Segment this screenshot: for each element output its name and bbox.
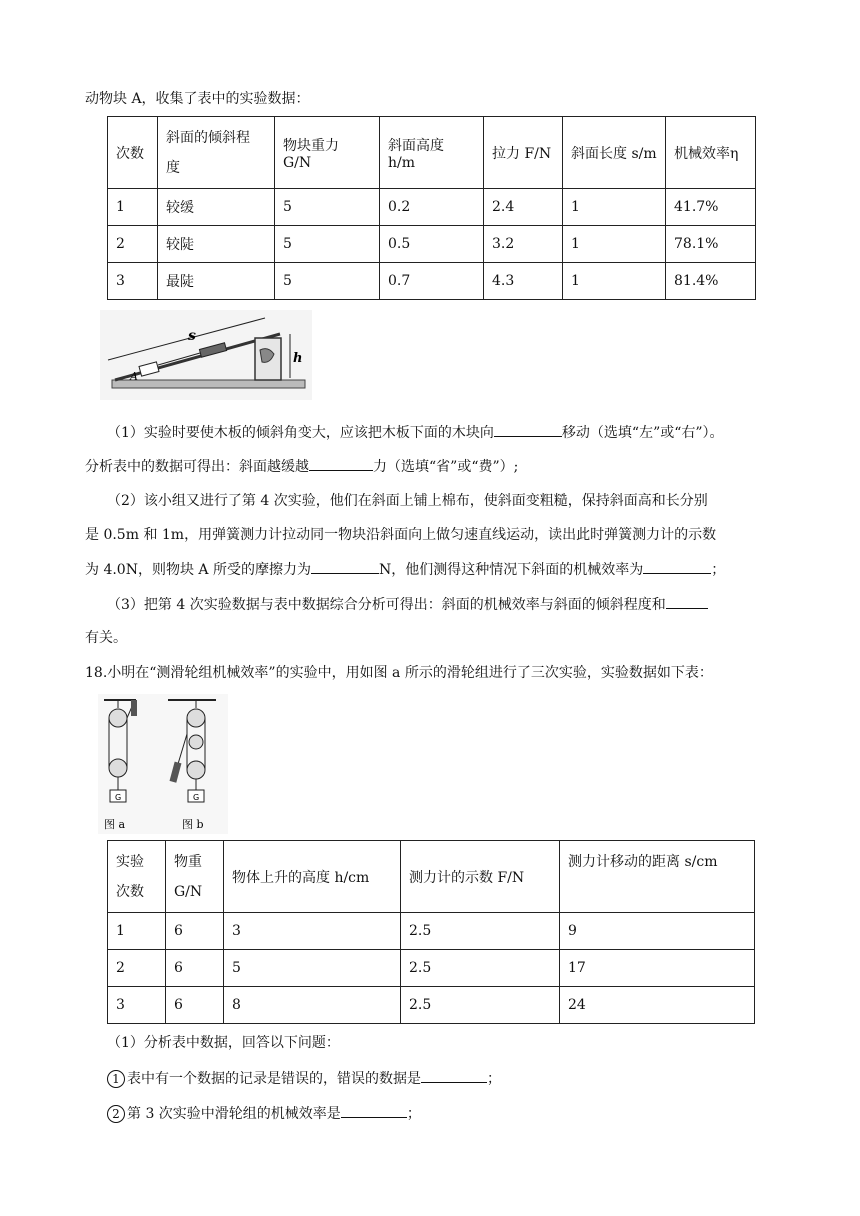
question-2-line-2: 是 0.5m 和 1m，用弹簧测力计拉动同一物块沿斜面向上做匀速直线运动，读出此时弹簧测力计的示数 [85,527,717,543]
header-cell [108,841,166,913]
table-header-row [108,841,755,913]
table-row [108,987,755,1024]
table-cell: 0.2 [380,189,484,226]
table-cell: 1 [108,189,158,226]
header-text: 物重 [174,853,202,870]
table-row [108,189,756,226]
header-text: 实验 [116,853,144,870]
label-a: A [130,370,138,383]
header-cell: 物块重力 G/N [275,117,380,189]
question-2-line-3 [85,559,725,580]
table-cell: 较陡 [158,226,275,263]
q2-text: N，他们测得这种情况下斜面的机械效率为 [378,562,644,578]
question-3-line-2: 有关。 [85,630,127,646]
table-cell: 2.5 [401,913,560,950]
caption-a: 图 a [104,818,126,831]
header-cell [166,841,224,913]
q18-text: 表中有一个数据的记录是错误的，错误的数据是 [127,1071,421,1087]
weight-label: G [193,793,200,802]
base-board [112,380,305,388]
label-s: s [188,328,196,344]
header-cell: 次数 [108,117,158,189]
fixed-pulley-icon [187,709,205,727]
table-cell: 0.5 [380,226,484,263]
table-cell: 78.1% [666,226,756,263]
q18-text: 第 3 次实验中滑轮组的机械效率是 [127,1106,341,1122]
table-cell: 41.7% [666,189,756,226]
table-cell: 1 [563,189,666,226]
table-cell: 17 [560,950,755,987]
header-cell: 机械效率η [666,117,756,189]
header-cell: 物体上升的高度 h/cm [224,841,401,913]
table-cell: 2.4 [484,189,563,226]
header-cell: 斜面高度 h/m [380,117,484,189]
header-text: G/N [174,883,203,900]
header-text: 次数 [116,883,144,900]
table-row [108,263,756,300]
table-cell: 3 [224,913,401,950]
table-cell: 5 [275,226,380,263]
q18-part-1: （1）分析表中数据，回答以下问题： [107,1035,340,1051]
circled-number: 1 [107,1070,125,1088]
label-h: h [293,351,303,366]
question-1-line-1 [107,422,724,443]
incline-data-table [107,116,756,300]
table-cell: 5 [224,950,401,987]
fixed-pulley-icon [109,709,127,727]
intro-text: 动物块 A，收集了表中的实验数据： [85,91,310,107]
incline-figure [100,310,312,400]
answer-blank [311,559,379,574]
table-cell: 24 [560,987,755,1024]
movable-pulley-icon [187,761,205,779]
table-row [108,913,755,950]
answer-blank [341,1103,407,1118]
fixed-pulley-icon [189,735,203,749]
answer-blank [666,594,708,609]
q1-text: 分析表中的数据可得出：斜面越缓越 [85,459,309,475]
table-cell: 3 [108,263,158,300]
table-cell: 6 [166,950,224,987]
header-cell: 拉力 F/N [484,117,563,189]
table-cell: 1 [563,226,666,263]
header-cell [158,117,275,189]
header-cell: 测力计移动的距离 s/cm [560,841,755,913]
table-cell: 0.7 [380,263,484,300]
caption-b: 图 b [182,818,204,831]
table-cell: 2.5 [401,950,560,987]
pulley-figure [98,694,228,834]
spring-scale-icon [131,700,137,716]
answer-blank [494,422,562,437]
table-header-row [108,117,756,189]
table-cell: 3 [108,987,166,1024]
problem-18-text: 18.小明在“测滑轮组机械效率”的实验中，用如图 a 所示的滑轮组进行了三次实验，实验数据如下表： [85,665,713,681]
q1-text: 力（选填“省”或“费”）; [373,459,519,475]
table-cell: 3.2 [484,226,563,263]
table-cell: 6 [166,913,224,950]
q1-text: （1）实验时要使木板的倾斜角变大，应该把木板下面的木块向 [107,425,494,441]
table-cell: 2 [108,950,166,987]
answer-blank [421,1068,487,1083]
header-cell: 斜面长度 s/m [563,117,666,189]
question-3-line-1 [107,594,708,615]
table-cell: 1 [563,263,666,300]
table-cell: 最陡 [158,263,275,300]
table-cell: 5 [275,263,380,300]
header-text: 斜面的倾斜程 [166,129,250,146]
q2-text: ； [711,562,726,578]
answer-blank [643,559,711,574]
table-cell: 2.5 [401,987,560,1024]
answer-blank [309,456,373,471]
table-cell: 8 [224,987,401,1024]
table-cell: 4.3 [484,263,563,300]
q3-text: （3）把第 4 次实验数据与表中数据综合分析可得出：斜面的机械效率与斜面的倾斜程度和 [107,597,666,613]
table-cell: 1 [108,913,166,950]
table-cell: 较缓 [158,189,275,226]
circled-number: 2 [107,1105,125,1123]
table-cell: 5 [275,189,380,226]
movable-pulley-icon [109,759,127,777]
pulley-data-table [107,840,755,1024]
question-2-line-1: （2）该小组又进行了第 4 次实验，他们在斜面上铺上棉布，使斜面变粗糙，保持斜面高和长分别 [107,493,708,509]
table-cell: 6 [166,987,224,1024]
weight-label: G [115,793,122,802]
q18-text: ； [487,1071,501,1087]
table-row [108,950,755,987]
table-row [108,226,756,263]
table-cell: 81.4% [666,263,756,300]
q18-part-1a [107,1068,501,1089]
q2-text: 为 4.0N，则物块 A 所受的摩擦力为 [85,562,311,578]
question-1-line-2 [85,456,518,477]
q18-text: ； [406,1106,421,1122]
q18-part-1b [107,1103,421,1124]
q1-text: 移动（选填“左”或“右”）。 [561,425,724,441]
table-cell: 2 [108,226,158,263]
header-text: 度 [166,159,180,176]
table-cell: 9 [560,913,755,950]
header-cell: 测力计的示数 F/N [401,841,560,913]
